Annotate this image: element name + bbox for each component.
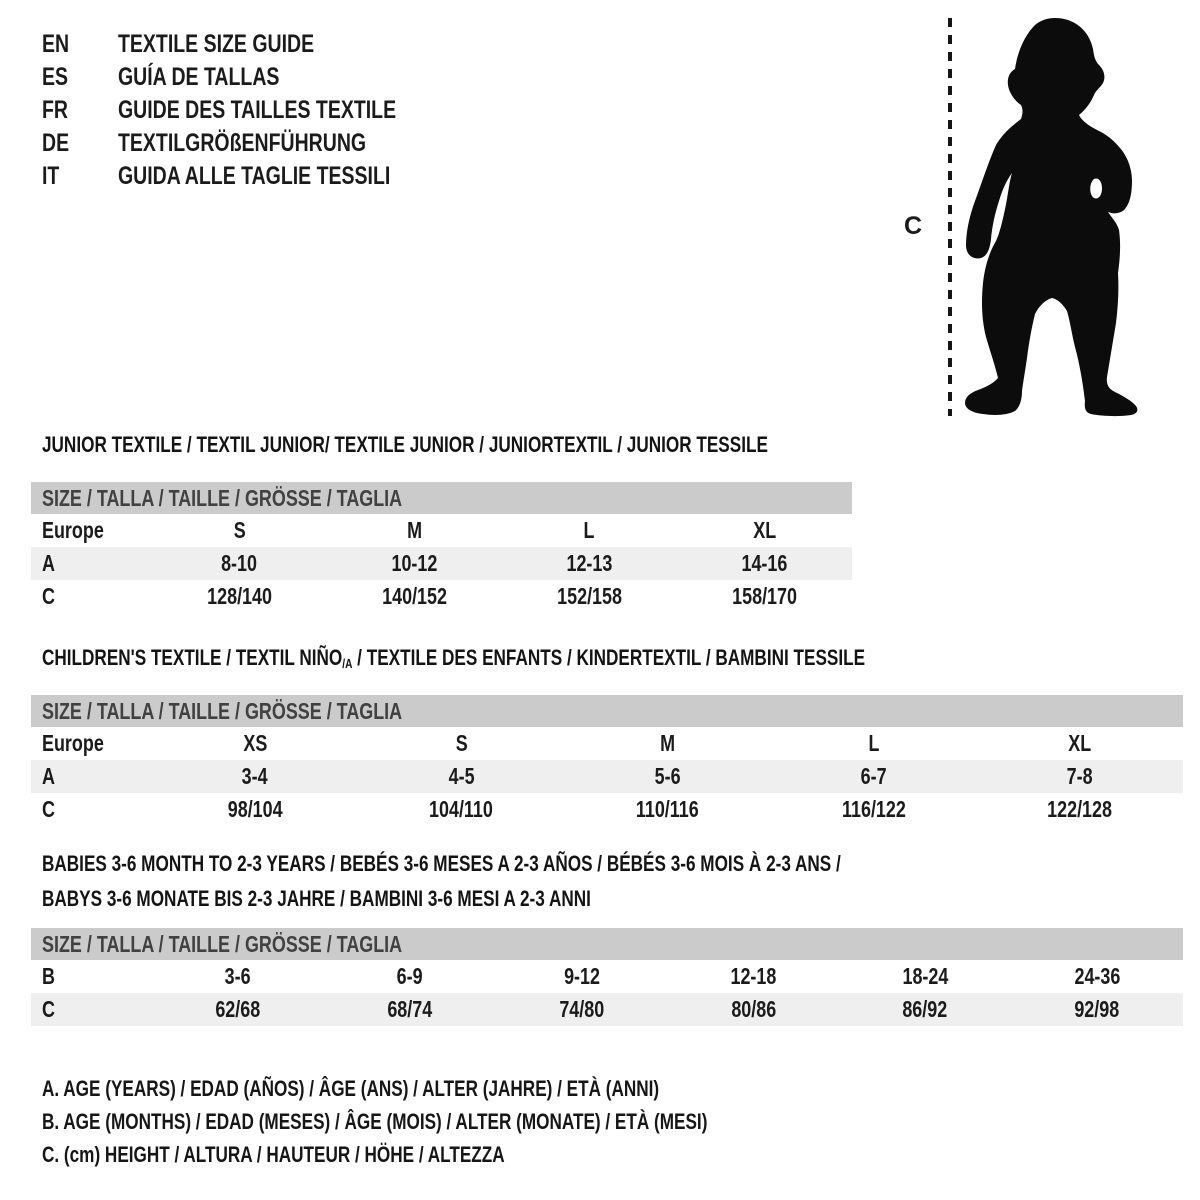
table-cell: 152/158 [557, 583, 622, 609]
legend-line-a: A. AGE (YEARS) / EDAD (AÑOS) / ÂGE (ANS) / ALTER (JAHRE) / ETÀ (ANNI) [42, 1076, 660, 1101]
table-cell: 8-10 [221, 550, 258, 576]
table-cell: 80/86 [730, 996, 776, 1022]
language-code: ES [42, 63, 69, 91]
table-cell: L [584, 517, 595, 543]
babies-section-title-line1: BABIES 3-6 MONTH TO 2-3 YEARS / BEBÉS 3-6 MESES A 2-3 AÑOS / BÉBÉS 3-6 MOIS À 2-3 ANS / [42, 851, 841, 876]
table-cell: M [407, 517, 422, 543]
row-label: Europe [42, 517, 104, 543]
table-cell: 5-6 [654, 763, 681, 789]
table-row-age [31, 547, 852, 580]
table-cell: 62/68 [215, 996, 261, 1022]
babies-section-title-line2: BABYS 3-6 MONATE BIS 2-3 JAHRE / BAMBINI 3-6 MESI A 2-3 ANNI [42, 886, 591, 911]
language-row-fr [42, 94, 475, 127]
babies-size-table [31, 928, 1183, 1026]
table-cell: XS [243, 730, 268, 756]
table-cell: 92/98 [1074, 996, 1120, 1022]
table-row-age [31, 760, 1183, 793]
table-row-height [31, 993, 1183, 1026]
table-cell: 110/116 [636, 796, 699, 822]
guide-title-fr: GUIDE DES TAILLES TEXTILE [118, 96, 397, 124]
guide-title-es: GUÍA DE TALLAS [118, 63, 280, 91]
table-cell: 122/128 [1047, 796, 1113, 822]
junior-size-table [31, 482, 852, 613]
toddler-silhouette-icon [962, 16, 1140, 418]
legend-line-b: B. AGE (MONTHS) / EDAD (MESES) / ÂGE (MOIS) / ALTER (MONATE) / ETÀ (MESI) [42, 1109, 708, 1134]
row-label: Europe [42, 730, 104, 756]
language-code: DE [42, 129, 70, 157]
table-cell: 24-36 [1074, 963, 1120, 989]
language-code: EN [42, 30, 70, 58]
height-measure-dashed-line [948, 18, 952, 416]
row-label: C [42, 583, 55, 609]
table-cell: 74/80 [559, 996, 605, 1022]
table-cell: XL [1068, 730, 1092, 756]
children-size-table [31, 695, 1183, 826]
height-measure-label: C [904, 212, 923, 240]
language-row-it [42, 160, 475, 193]
table-cell: 14-16 [741, 550, 788, 576]
table-cell: 116/122 [841, 796, 906, 822]
row-label: C [42, 996, 55, 1022]
table-row-height [31, 580, 852, 613]
row-label: C [42, 796, 55, 822]
size-header-row: SIZE / TALLA / TAILLE / GRÖSSE / TAGLIA [31, 695, 1183, 727]
table-cell: 7-8 [1066, 763, 1093, 789]
language-row-es [42, 61, 475, 94]
nino-a-subscript: /A [342, 656, 353, 671]
table-cell: 68/74 [387, 996, 433, 1022]
language-title-list [42, 28, 475, 193]
table-row-europe [31, 727, 1183, 760]
table-cell: 4-5 [448, 763, 475, 789]
table-cell: 6-9 [396, 963, 423, 989]
table-cell: L [868, 730, 880, 756]
size-header-row: SIZE / TALLA / TAILLE / GRÖSSE / TAGLIA [31, 928, 1183, 960]
table-row-europe [31, 514, 852, 547]
table-cell: 98/104 [227, 796, 283, 822]
table-row-age-months [31, 960, 1183, 993]
table-cell: S [233, 517, 246, 543]
table-cell: 3-4 [242, 763, 269, 789]
table-cell: 3-6 [224, 963, 251, 989]
legend-line-c: C. (cm) HEIGHT / ALTURA / HAUTEUR / HÖHE / ALTEZZA [42, 1142, 505, 1167]
row-label: B [42, 963, 55, 989]
measure-legend [42, 1072, 895, 1171]
table-cell: XL [753, 517, 776, 543]
children-section-title: CHILDREN'S TEXTILE / TEXTIL $NIÑO_{/A}$ / TEXTILE DES ENFANTS / KINDERTEXTIL / BAMBINI TESSILE [42, 645, 866, 671]
table-cell: 128/140 [207, 583, 272, 609]
table-cell: 10-12 [391, 550, 438, 576]
table-cell: 9-12 [563, 963, 600, 989]
language-code: FR [42, 96, 68, 124]
table-cell: 158/170 [732, 583, 797, 609]
guide-title-en: TEXTILE SIZE GUIDE [118, 30, 315, 58]
table-cell: 6-7 [860, 763, 887, 789]
table-cell: 12-18 [730, 963, 777, 989]
table-row-height [31, 793, 1183, 826]
table-cell: 12-13 [566, 550, 613, 576]
row-label: A [42, 763, 55, 789]
table-cell: 86/92 [902, 996, 948, 1022]
table-cell: 18-24 [902, 963, 949, 989]
language-row-en [42, 28, 475, 61]
language-code: IT [42, 162, 60, 190]
row-label: A [42, 550, 55, 576]
size-header-row: SIZE / TALLA / TAILLE / GRÖSSE / TAGLIA [31, 482, 852, 514]
table-cell: 104/110 [429, 796, 494, 822]
table-cell: M [660, 730, 675, 756]
language-row-de [42, 127, 475, 160]
guide-title-de: TEXTILGRÖßENFÜHRUNG [118, 129, 367, 157]
table-cell: 140/152 [382, 583, 447, 609]
guide-title-it: GUIDA ALLE TAGLIE TESSILI [118, 162, 391, 190]
table-cell: S [455, 730, 468, 756]
junior-section-title: JUNIOR TEXTILE / TEXTIL JUNIOR/ TEXTILE JUNIOR / JUNIORTEXTIL / JUNIOR TESSILE [42, 432, 768, 457]
